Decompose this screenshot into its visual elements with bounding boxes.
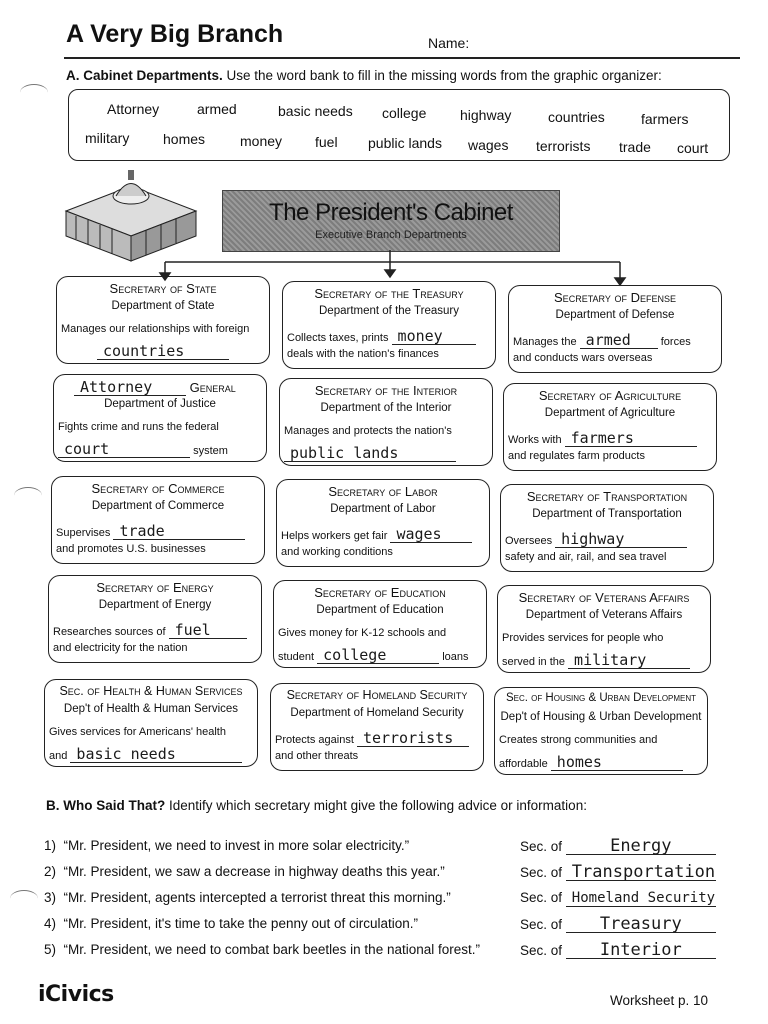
- word-bank-item: farmers: [641, 111, 689, 127]
- handwritten-answer[interactable]: court: [58, 441, 190, 458]
- box-title: Secretary of Commerce: [91, 481, 225, 496]
- word-bank-item: Attorney: [107, 101, 160, 117]
- box-line: and promotes U.S. businesses: [56, 543, 206, 555]
- answer-5: Sec. of Interior: [520, 942, 716, 959]
- box-department: Department of Homeland Security: [290, 707, 464, 719]
- box-title: Secretary of Education: [314, 585, 446, 600]
- handwritten-answer[interactable]: money: [392, 328, 476, 345]
- box-title: Secretary of State: [109, 281, 217, 296]
- banner-title: The President's Cabinet: [269, 199, 513, 226]
- box-department: Department of the Interior: [320, 402, 452, 414]
- answer-4: Sec. of Treasury: [520, 916, 716, 933]
- box-line: and electricity for the nation: [53, 642, 188, 654]
- answer-3: Sec. of Homeland Security: [520, 890, 716, 906]
- box-department: Department of Energy: [98, 599, 212, 611]
- handwritten-answer[interactable]: terrorists: [357, 730, 469, 747]
- handwritten-answer[interactable]: Energy: [566, 838, 716, 855]
- secretary-of-agriculture-box: [503, 383, 717, 471]
- secretary-of-housing-box: [494, 687, 708, 775]
- handwritten-answer[interactable]: fuel: [169, 622, 247, 639]
- handwritten-answer[interactable]: homes: [551, 754, 683, 771]
- box-line: and regulates farm products: [508, 450, 645, 462]
- box-department: Department of Veterans Affairs: [525, 609, 683, 621]
- box-title: Secretary of Veterans Affairs: [518, 590, 690, 605]
- word-bank-item: homes: [163, 131, 206, 147]
- box-title: Secretary of Transportation: [526, 489, 688, 504]
- worksheet-title: A Very Big Branch: [66, 20, 284, 48]
- handwritten-answer[interactable]: public lands: [284, 445, 456, 462]
- icivics-logo: iCivics: [38, 982, 114, 1007]
- secretary-of-transportation-box: [500, 484, 714, 572]
- answer-2: Sec. of Transportation: [520, 862, 716, 882]
- handwritten-answer[interactable]: military: [568, 652, 690, 669]
- box-line: safety and air, rail, and sea travel: [505, 551, 667, 563]
- box-line: and working conditions: [281, 546, 393, 558]
- box-title: Secretary of Defense: [554, 290, 676, 305]
- section-a-label: A. Cabinet Departments.: [66, 68, 223, 83]
- secretary-of-commerce-box: [51, 476, 265, 564]
- secretary-of-state-box: [56, 276, 270, 364]
- box-title: Secretary of Labor: [328, 484, 438, 499]
- handwritten-answer[interactable]: Homeland Security: [566, 890, 716, 907]
- punch-hole-mark: [20, 84, 48, 101]
- word-bank-item: terrorists: [536, 138, 591, 154]
- organizer-connectors: [0, 0, 768, 290]
- box-department: Department of Defense: [555, 309, 675, 321]
- box-title: Secretary of the Interior: [314, 383, 458, 398]
- box-line: student college loans: [278, 646, 469, 664]
- box-line: Researches sources of fuel: [53, 622, 247, 639]
- box-line: Supervises trade: [56, 523, 245, 540]
- handwritten-answer[interactable]: countries: [97, 343, 229, 360]
- handwritten-answer[interactable]: wages: [390, 526, 472, 543]
- box-title: Attorney General: [74, 379, 266, 396]
- question-3: 3) “Mr. President, agents intercepted a terrorist threat this morning.”: [44, 890, 451, 905]
- box-line: Protects against terrorists: [275, 730, 469, 747]
- box-line: served in the military: [502, 652, 690, 669]
- secretary-of-energy-box: [48, 575, 262, 663]
- box-title: Secretary of the Treasury: [314, 286, 464, 301]
- question-4: 4) “Mr. President, it's time to take the penny out of circulation.”: [44, 916, 419, 931]
- handwritten-answer[interactable]: Interior: [566, 942, 716, 959]
- secretary-of-defense-box: [508, 285, 722, 373]
- box-title: Secretary of Energy: [96, 580, 214, 595]
- box-department: Dep't of Housing & Urban Development: [500, 711, 702, 723]
- section-b-heading: [46, 798, 587, 813]
- box-department: Department of Justice: [104, 398, 216, 410]
- box-department: Department of Agriculture: [544, 407, 676, 419]
- box-line: Works with farmers: [508, 430, 697, 447]
- secretary-of-homeland-security-box: [270, 683, 484, 771]
- box-line: affordable homes: [499, 754, 683, 771]
- box-department: Dep't of Health & Human Services: [63, 703, 239, 715]
- handwritten-answer[interactable]: farmers: [565, 430, 697, 447]
- question-2: 2) “Mr. President, we saw a decrease in highway deaths this year.”: [44, 864, 445, 879]
- box-department: Department of Labor: [330, 503, 436, 515]
- word-bank-item: basic needs: [278, 103, 353, 119]
- box-department: Department of Commerce: [91, 500, 225, 512]
- box-title: Secretary of Agriculture: [538, 388, 682, 403]
- box-line: court system: [58, 441, 228, 458]
- word-bank-item: trade: [619, 139, 651, 155]
- punch-hole-mark: [14, 487, 42, 504]
- answer-1: Sec. of Energy: [520, 838, 716, 855]
- box-line: Manages and protects the nation's: [284, 425, 452, 437]
- box-line: Manages the armed forces: [513, 331, 691, 349]
- worksheet-page-number: Worksheet p. 10: [610, 993, 709, 1008]
- box-department: Department of State: [111, 300, 215, 312]
- section-a-text: Use the word bank to fill in the missing words from the graphic organizer:: [222, 68, 662, 83]
- box-line: and conducts wars overseas: [513, 352, 653, 364]
- attorney-general-box: [53, 374, 267, 462]
- word-bank-item: public lands: [368, 135, 442, 151]
- word-bank-item: military: [85, 130, 130, 146]
- handwritten-answer[interactable]: Treasury: [566, 916, 716, 933]
- question-5: 5) “Mr. President, we need to combat bark beetles in the national forest.”: [44, 942, 481, 957]
- box-line: Gives money for K-12 schools and: [278, 627, 447, 639]
- handwritten-answer[interactable]: basic needs: [70, 746, 242, 763]
- handwritten-answer[interactable]: highway: [555, 531, 687, 548]
- box-title: Sec. of Health & Human Services: [59, 684, 243, 698]
- box-line: Provides services for people who: [502, 632, 664, 644]
- word-bank-item: wages: [468, 137, 509, 153]
- box-line: Gives services for Americans' health: [49, 726, 226, 738]
- box-line: and other threats: [275, 750, 359, 762]
- secretary-of-education-box: [273, 580, 487, 668]
- box-line: Fights crime and runs the federal: [58, 421, 219, 433]
- secretary-of-interior-box: [279, 378, 493, 466]
- secretary-of-health-box: [44, 679, 258, 767]
- box-line: Oversees highway: [505, 531, 687, 548]
- box-line: and basic needs: [49, 746, 242, 763]
- banner-subtitle: Executive Branch Departments: [315, 229, 467, 241]
- secretary-of-labor-box: [276, 479, 490, 567]
- box-line: Helps workers get fair wages: [281, 526, 472, 543]
- box-department: Department of the Treasury: [319, 305, 459, 317]
- box-line: deals with the nation's finances: [287, 348, 439, 360]
- secretary-of-treasury-box: [282, 281, 496, 369]
- box-line: Manages our relationships with foreign: [61, 323, 250, 335]
- box-line: [284, 445, 456, 462]
- punch-hole-mark: [10, 890, 38, 907]
- secretary-of-veterans-affairs-box: [497, 585, 711, 673]
- box-line: [97, 343, 229, 360]
- handwritten-answer[interactable]: armed: [580, 332, 658, 349]
- word-bank-item: fuel: [315, 134, 338, 150]
- box-line: Creates strong communities and: [499, 734, 658, 746]
- box-line: Collects taxes, prints money: [287, 328, 476, 345]
- handwritten-answer[interactable]: Transportation: [566, 864, 716, 881]
- word-bank-item: college: [382, 105, 427, 121]
- section-b-label: B. Who Said That?: [46, 798, 166, 813]
- box-department: Department of Transportation: [532, 508, 682, 520]
- box-department: Department of Education: [316, 604, 444, 616]
- word-bank-item: highway: [460, 107, 512, 123]
- word-bank-item: court: [677, 140, 709, 156]
- box-title: Sec. of Housing & Urban Development: [505, 692, 697, 704]
- question-1: 1) “Mr. President, we need to invest in more solar electricity.”: [44, 838, 410, 853]
- handwritten-answer[interactable]: college: [317, 647, 439, 664]
- word-bank-item: money: [240, 133, 283, 149]
- handwritten-answer[interactable]: trade: [113, 523, 245, 540]
- handwritten-answer[interactable]: Attorney: [74, 379, 186, 396]
- name-label: Name:: [428, 35, 470, 51]
- word-bank-item: armed: [197, 101, 237, 117]
- section-b-text: Identify which secretary might give the following advice or information:: [165, 798, 587, 813]
- box-title: Secretary of Homeland Security: [286, 688, 468, 702]
- word-bank-item: countries: [548, 109, 605, 125]
